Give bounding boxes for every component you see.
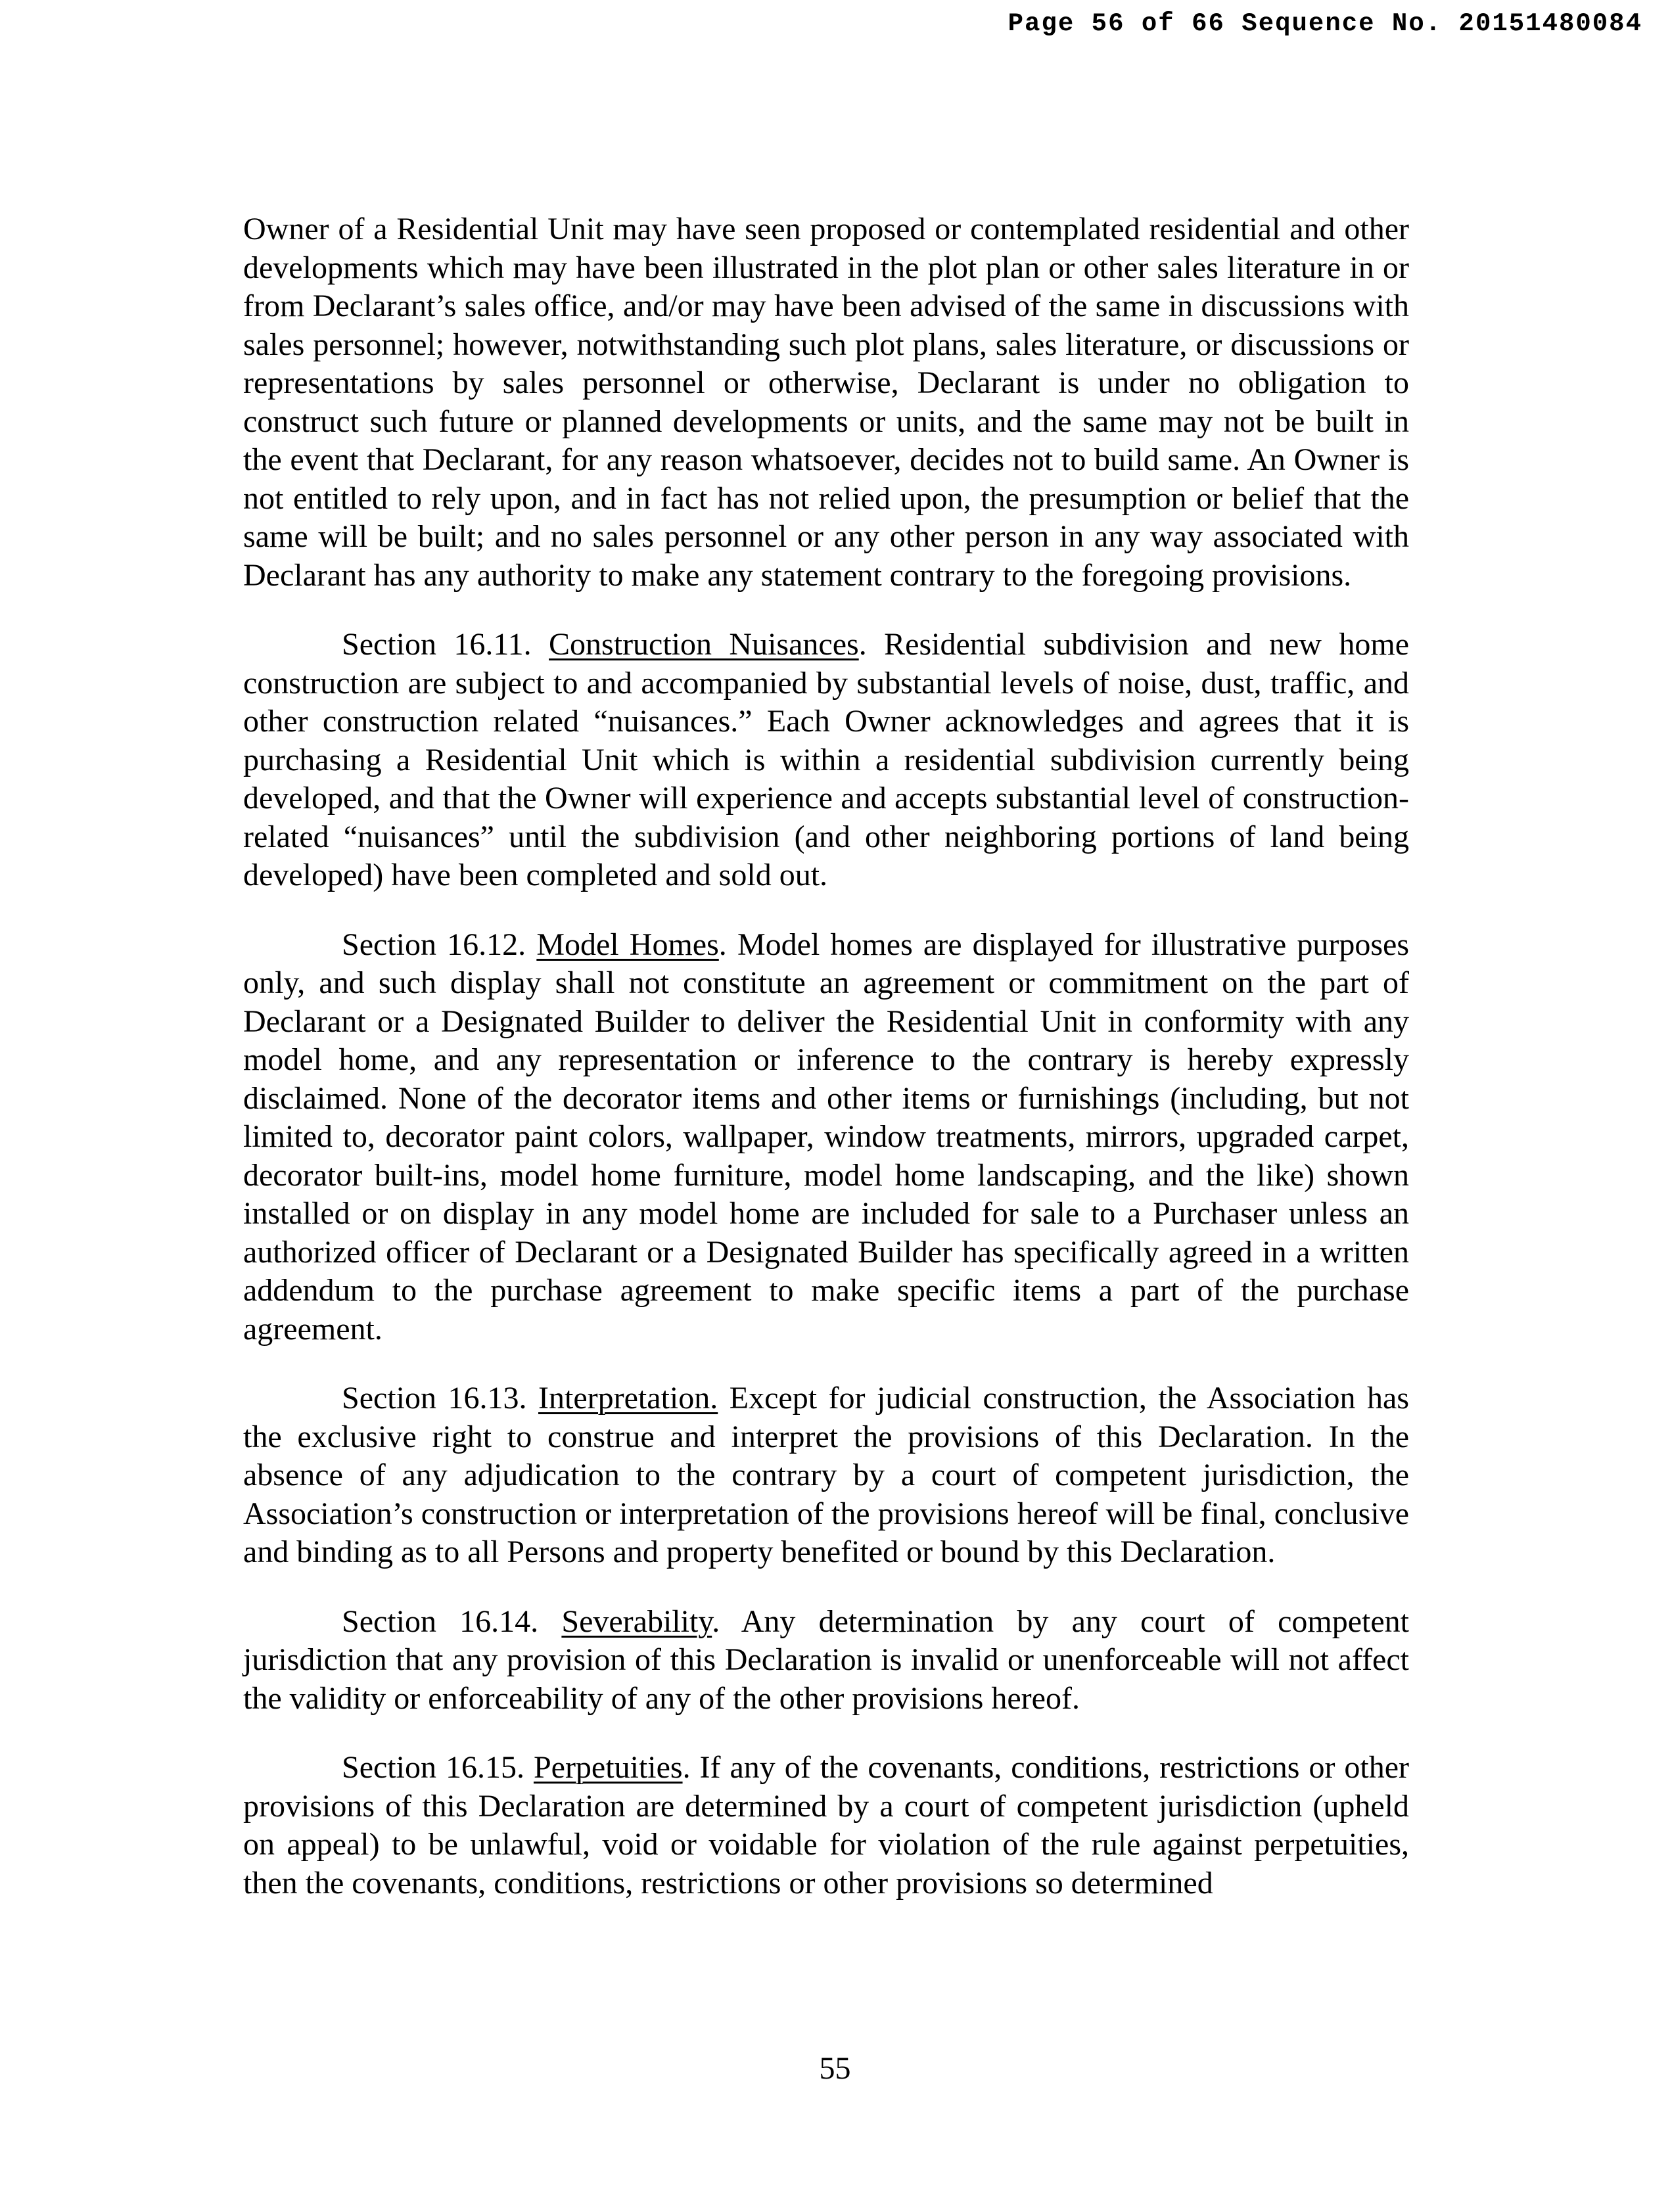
section-number: Section 16.15.	[342, 1750, 524, 1785]
section-title-punct: .	[718, 927, 727, 962]
section-number: Section 16.13.	[342, 1381, 527, 1416]
page-sequence-header: Page 56 of 66 Sequence No. 20151480084	[1008, 9, 1642, 38]
section-number: Section 16.12.	[342, 927, 526, 962]
section-title-punct: .	[712, 1603, 720, 1639]
section-text: Model homes are displayed for illustrative purposes only, and such display shall not constitute an agreement or commitment on the part of Declarant or a Designated Builder to deliver the Residential Unit in conformity with any model home, and any representation or inference to the contrary is hereby expressly disclaimed. None of the decorator items and other items or furnishings (including, but not limited to, decorator paint colors, wallpaper, window treatments, mirrors, upgraded carpet, decorator built-ins, model home furniture, model home landscaping, and the like) shown installed or on display in any model home are included for sale to a Purchaser unless an authorized officer of Declarant or a Designated Builder has specifically agreed in a written addendum to the purchase agreement to make specific items a part of the purchase agreement.	[243, 927, 1410, 1347]
section-title: Construction Nuisances	[549, 627, 859, 662]
section-16-12	[243, 926, 1409, 1349]
section-title-punct: .	[682, 1750, 691, 1785]
section-title: Interpretation.	[538, 1381, 718, 1416]
section-text: If any of the covenants, conditions, restrictions or other provisions of this Declaration are determined by a court of competent jurisdiction (upheld on appeal) to be unlawful, void or voidable for violation of the rule against perpetuities, then the covenants, conditions, restrictions or other provisions so determined	[243, 1750, 1410, 1901]
section-number: Section 16.11.	[342, 627, 532, 662]
section-number: Section 16.14.	[342, 1603, 539, 1639]
section-title: Severability	[561, 1603, 712, 1639]
section-16-14	[243, 1603, 1409, 1718]
section-title: Perpetuities	[533, 1750, 683, 1785]
section-16-15	[243, 1749, 1409, 1902]
section-title-punct: .	[858, 627, 867, 662]
section-title: Model Homes	[536, 927, 719, 962]
document-body	[243, 210, 1409, 1933]
section-16-11	[243, 626, 1409, 895]
section-16-13	[243, 1379, 1409, 1572]
page-number: 55	[819, 2051, 851, 2086]
continuation-paragraph: Owner of a Residential Unit may have seen proposed or contemplated residential and other developments which may have been illustrated in the plot plan or other sales literature in or from Declarant’s sales office, and/or may have been advised of the same in discussions with sales personnel; however, notwithstanding such plot plans, sales literature, or discussions or representations by sales personnel or otherwise, Declarant is under no obligation to construct such future or planned developments or units, and the same may not be built in the event that Declarant, for any reason whatsoever, decides not to build same. An Owner is not entitled to rely upon, and in fact has not relied upon, the presumption or belief that the same will be built; and no sales personnel or any other person in any way associated with Declarant has any authority to make any statement contrary to the foregoing provisions.	[243, 212, 1409, 593]
section-text: Except for judicial construction, the Association has the exclusive right to construe and interpret the provisions of this Declaration. In the absence of any adjudication to the contrary by a court of competent jurisdiction, the Association’s construction or interpretation of the provisions hereof will be final, conclusive and binding as to all Persons and property benefited or bound by this Declaration.	[243, 1381, 1410, 1569]
section-text: Residential subdivision and new home construction are subject to and accompanied by substantial levels of noise, dust, traffic, and other construction related “nuisances.” Each Owner acknowledges and agrees that it is purchasing a Residential Unit which is within a residential subdivision currently being developed, and that the Owner will experience and accepts substantial level of construction-related “nuisances” until the subdivision (and other neighboring portions of land being developed) have been completed and sold out.	[243, 627, 1410, 892]
section-text: Any determination by any court of competent jurisdiction that any provision of this Declaration is invalid or unenforceable will not affect the validity or enforceability of any of the other provisions hereof.	[243, 1603, 1409, 1716]
